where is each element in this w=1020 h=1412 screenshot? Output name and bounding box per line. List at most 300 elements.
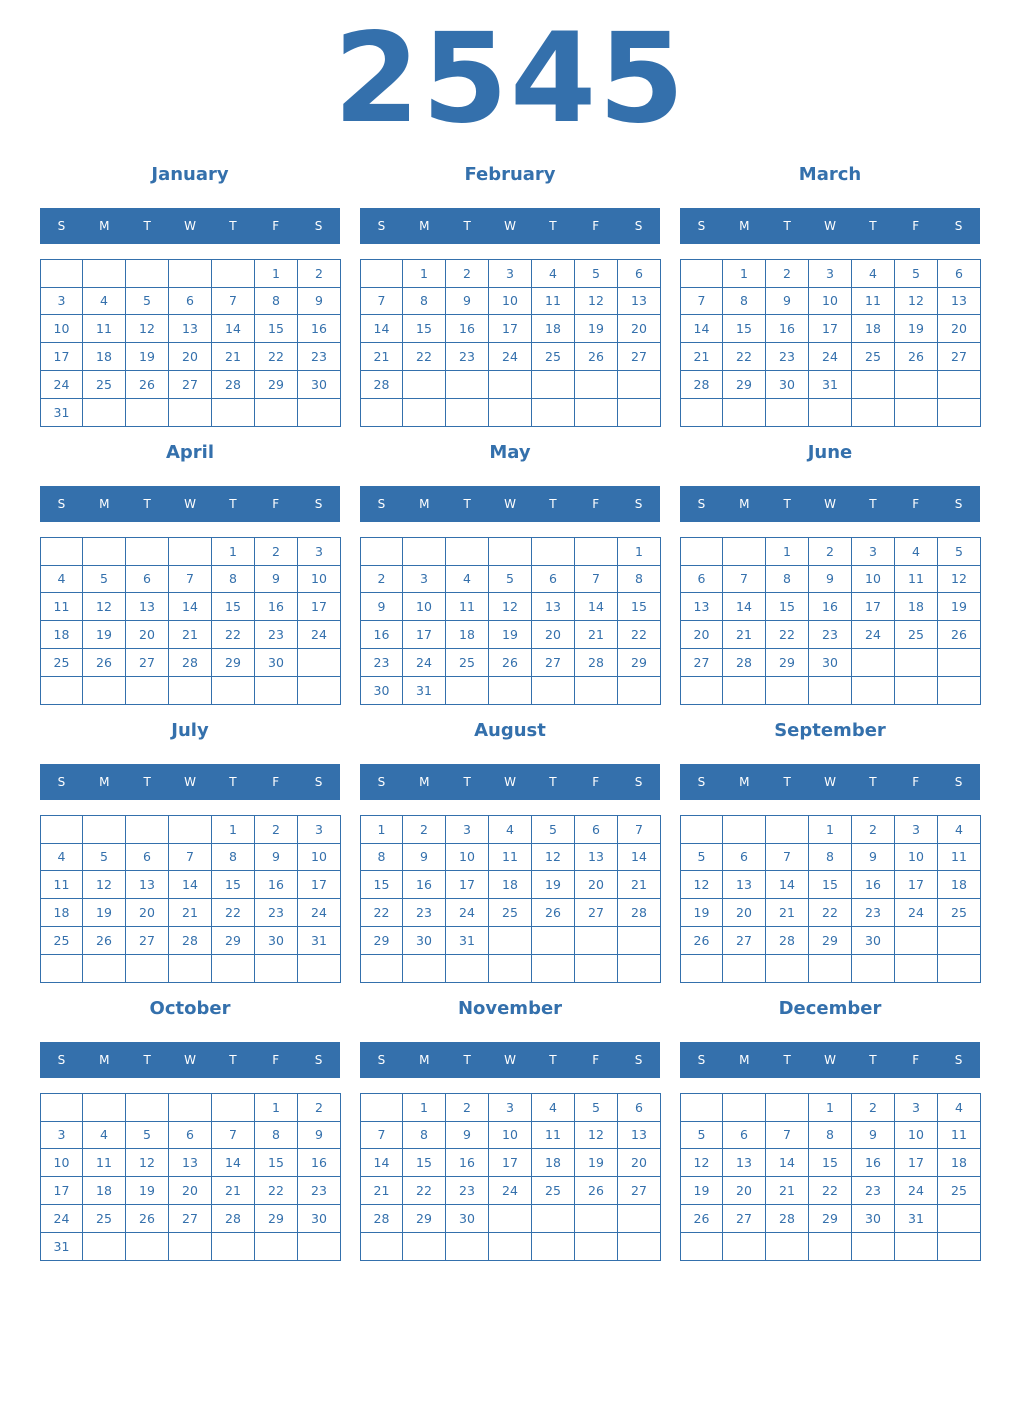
day-cell: 11 — [852, 287, 895, 315]
day-cell: 9 — [446, 1121, 489, 1149]
day-cell: 10 — [489, 1121, 532, 1149]
empty-cell — [489, 537, 532, 566]
day-cell: 13 — [575, 843, 618, 871]
day-cell: 24 — [895, 899, 938, 927]
day-cell: 8 — [766, 565, 809, 593]
day-cell: 20 — [169, 343, 212, 371]
day-cell: 6 — [169, 287, 212, 315]
empty-cell — [532, 537, 575, 566]
day-cell: 20 — [126, 899, 169, 927]
empty-cell — [212, 399, 255, 427]
day-cell: 31 — [403, 677, 446, 705]
day-cell: 2 — [360, 565, 403, 593]
empty-cell — [809, 677, 852, 705]
weekday-label: M — [99, 219, 110, 233]
day-cell: 11 — [532, 1121, 575, 1149]
empty-cell — [618, 955, 661, 983]
day-cell: 18 — [40, 899, 83, 927]
day-cell: 8 — [212, 843, 255, 871]
day-cell: 7 — [766, 1121, 809, 1149]
day-cell: 4 — [938, 815, 981, 844]
day-cell: 14 — [766, 871, 809, 899]
day-grid — [680, 1093, 981, 1262]
empty-cell — [680, 537, 723, 566]
day-cell: 21 — [766, 1177, 809, 1205]
day-cell: 24 — [403, 649, 446, 677]
empty-cell — [575, 1233, 618, 1261]
empty-cell — [403, 537, 446, 566]
day-cell: 24 — [40, 371, 83, 399]
empty-cell — [126, 1093, 169, 1122]
day-cell: 21 — [723, 621, 766, 649]
empty-cell — [895, 649, 938, 677]
day-cell: 5 — [680, 1121, 723, 1149]
day-cell: 18 — [895, 593, 938, 621]
day-cell: 27 — [723, 1205, 766, 1233]
weekday-header — [40, 764, 340, 800]
day-grid — [680, 537, 981, 706]
day-cell: 21 — [360, 1177, 403, 1205]
weekday-label: T — [783, 775, 791, 789]
day-grid — [360, 259, 661, 428]
empty-cell — [126, 955, 169, 983]
weekday-label: W — [184, 497, 196, 511]
day-cell: 4 — [40, 565, 83, 593]
empty-cell — [83, 1233, 126, 1261]
day-cell: 20 — [575, 871, 618, 899]
weekday-label: T — [869, 497, 877, 511]
day-grid — [40, 537, 341, 706]
weekday-label: S — [57, 219, 66, 233]
day-cell: 9 — [403, 843, 446, 871]
day-grid — [40, 259, 341, 428]
day-cell: 3 — [895, 1093, 938, 1122]
empty-cell — [360, 399, 403, 427]
day-cell: 28 — [766, 927, 809, 955]
weekday-label: F — [912, 497, 920, 511]
empty-cell — [723, 955, 766, 983]
day-cell: 16 — [766, 315, 809, 343]
day-cell: 9 — [766, 287, 809, 315]
day-cell: 25 — [938, 899, 981, 927]
day-cell: 30 — [255, 649, 298, 677]
day-cell: 27 — [532, 649, 575, 677]
day-cell: 10 — [298, 565, 341, 593]
empty-cell — [895, 927, 938, 955]
day-cell: 1 — [723, 259, 766, 288]
day-cell: 15 — [403, 315, 446, 343]
day-cell: 14 — [766, 1149, 809, 1177]
day-cell: 8 — [403, 1121, 446, 1149]
day-cell: 17 — [809, 315, 852, 343]
day-cell: 12 — [126, 1149, 169, 1177]
day-cell: 3 — [298, 815, 341, 844]
day-cell: 21 — [575, 621, 618, 649]
empty-cell — [852, 1233, 895, 1261]
empty-cell — [489, 371, 532, 399]
day-cell: 5 — [575, 259, 618, 288]
weekday-label: S — [634, 219, 643, 233]
weekday-label: W — [184, 775, 196, 789]
day-cell: 7 — [680, 287, 723, 315]
day-cell: 10 — [489, 287, 532, 315]
day-cell: 25 — [40, 649, 83, 677]
empty-cell — [40, 1093, 83, 1122]
empty-cell — [360, 259, 403, 288]
empty-cell — [766, 399, 809, 427]
day-cell: 8 — [255, 287, 298, 315]
weekday-label: M — [419, 497, 430, 511]
empty-cell — [83, 955, 126, 983]
day-cell: 14 — [360, 1149, 403, 1177]
empty-cell — [618, 1233, 661, 1261]
day-cell: 18 — [938, 871, 981, 899]
day-cell: 5 — [126, 1121, 169, 1149]
day-cell: 8 — [360, 843, 403, 871]
weekday-label: F — [912, 1053, 920, 1067]
day-cell: 27 — [575, 899, 618, 927]
day-cell: 22 — [360, 899, 403, 927]
day-cell: 31 — [809, 371, 852, 399]
day-cell: 17 — [489, 315, 532, 343]
month-name: November — [457, 998, 563, 1019]
day-cell: 16 — [298, 315, 341, 343]
day-cell: 17 — [298, 593, 341, 621]
day-cell: 14 — [212, 315, 255, 343]
day-cell: 5 — [680, 843, 723, 871]
empty-cell — [532, 1205, 575, 1233]
empty-cell — [83, 537, 126, 566]
day-cell: 13 — [169, 1149, 212, 1177]
day-cell: 19 — [532, 871, 575, 899]
empty-cell — [169, 677, 212, 705]
weekday-label: T — [869, 219, 877, 233]
day-cell: 23 — [766, 343, 809, 371]
year-title: 2545 — [333, 7, 687, 151]
day-cell: 19 — [126, 1177, 169, 1205]
day-cell: 13 — [680, 593, 723, 621]
day-cell: 10 — [895, 843, 938, 871]
day-cell: 22 — [766, 621, 809, 649]
weekday-label: T — [229, 1053, 237, 1067]
empty-cell — [532, 927, 575, 955]
day-cell: 6 — [575, 815, 618, 844]
weekday-label: W — [504, 497, 516, 511]
empty-cell — [255, 677, 298, 705]
empty-cell — [298, 1233, 341, 1261]
day-cell: 20 — [126, 621, 169, 649]
empty-cell — [680, 399, 723, 427]
day-cell: 2 — [852, 1093, 895, 1122]
day-cell: 4 — [895, 537, 938, 566]
day-cell: 8 — [809, 1121, 852, 1149]
day-cell: 17 — [852, 593, 895, 621]
day-cell: 18 — [83, 1177, 126, 1205]
day-cell: 22 — [403, 343, 446, 371]
empty-cell — [852, 371, 895, 399]
day-cell: 25 — [938, 1177, 981, 1205]
day-cell: 22 — [255, 343, 298, 371]
day-cell: 28 — [212, 371, 255, 399]
day-cell: 23 — [852, 1177, 895, 1205]
day-cell: 5 — [575, 1093, 618, 1122]
weekday-label: T — [783, 219, 791, 233]
day-cell: 20 — [618, 1149, 661, 1177]
day-cell: 30 — [298, 371, 341, 399]
weekday-label: S — [377, 497, 386, 511]
day-cell: 8 — [809, 843, 852, 871]
day-cell: 8 — [723, 287, 766, 315]
empty-cell — [895, 399, 938, 427]
weekday-label: W — [824, 775, 836, 789]
empty-cell — [575, 677, 618, 705]
month-name: January — [151, 164, 229, 185]
day-cell: 29 — [212, 927, 255, 955]
day-cell: 22 — [403, 1177, 446, 1205]
empty-cell — [852, 649, 895, 677]
day-cell: 19 — [83, 899, 126, 927]
day-cell: 31 — [298, 927, 341, 955]
day-cell: 9 — [255, 843, 298, 871]
day-cell: 4 — [938, 1093, 981, 1122]
empty-cell — [360, 1093, 403, 1122]
day-cell: 1 — [212, 537, 255, 566]
day-cell: 5 — [126, 287, 169, 315]
weekday-label: M — [419, 1053, 430, 1067]
empty-cell — [126, 677, 169, 705]
day-cell: 4 — [446, 565, 489, 593]
day-cell: 30 — [446, 1205, 489, 1233]
weekday-header — [680, 208, 980, 244]
day-cell: 9 — [852, 843, 895, 871]
day-cell: 12 — [938, 565, 981, 593]
day-cell: 25 — [852, 343, 895, 371]
empty-cell — [83, 259, 126, 288]
day-cell: 11 — [938, 1121, 981, 1149]
day-cell: 29 — [809, 927, 852, 955]
weekday-label: T — [783, 1053, 791, 1067]
empty-cell — [618, 371, 661, 399]
day-cell: 4 — [83, 1121, 126, 1149]
day-cell: 26 — [489, 649, 532, 677]
weekday-label: T — [229, 775, 237, 789]
day-cell: 9 — [446, 287, 489, 315]
day-cell: 24 — [446, 899, 489, 927]
day-cell: 25 — [532, 343, 575, 371]
day-cell: 3 — [809, 259, 852, 288]
day-cell: 3 — [298, 537, 341, 566]
day-cell: 3 — [489, 1093, 532, 1122]
day-cell: 1 — [618, 537, 661, 566]
day-cell: 4 — [489, 815, 532, 844]
day-cell: 22 — [618, 621, 661, 649]
empty-cell — [403, 955, 446, 983]
weekday-label: W — [504, 219, 516, 233]
weekday-label: S — [954, 775, 963, 789]
weekday-label: F — [592, 775, 600, 789]
month-name: December — [778, 998, 882, 1019]
weekday-label: T — [143, 775, 151, 789]
day-cell: 7 — [212, 287, 255, 315]
empty-cell — [298, 955, 341, 983]
weekday-header — [680, 1042, 980, 1078]
day-cell: 5 — [532, 815, 575, 844]
empty-cell — [723, 1093, 766, 1122]
weekday-label: F — [592, 219, 600, 233]
empty-cell — [895, 955, 938, 983]
day-cell: 21 — [212, 343, 255, 371]
day-cell: 2 — [766, 259, 809, 288]
empty-cell — [680, 677, 723, 705]
weekday-label: M — [99, 775, 110, 789]
day-cell: 19 — [126, 343, 169, 371]
day-cell: 4 — [532, 1093, 575, 1122]
day-cell: 14 — [680, 315, 723, 343]
day-cell: 26 — [83, 649, 126, 677]
day-cell: 31 — [40, 399, 83, 427]
empty-cell — [895, 1233, 938, 1261]
day-grid — [680, 259, 981, 428]
day-cell: 9 — [360, 593, 403, 621]
empty-cell — [126, 537, 169, 566]
day-cell: 19 — [938, 593, 981, 621]
empty-cell — [532, 677, 575, 705]
empty-cell — [532, 399, 575, 427]
weekday-label: M — [99, 1053, 110, 1067]
day-cell: 13 — [532, 593, 575, 621]
day-cell: 30 — [298, 1205, 341, 1233]
empty-cell — [360, 955, 403, 983]
day-cell: 16 — [403, 871, 446, 899]
day-cell: 14 — [212, 1149, 255, 1177]
empty-cell — [489, 399, 532, 427]
weekday-label: S — [377, 219, 386, 233]
day-cell: 18 — [852, 315, 895, 343]
day-cell: 3 — [446, 815, 489, 844]
day-cell: 27 — [618, 1177, 661, 1205]
day-cell: 29 — [255, 371, 298, 399]
empty-cell — [446, 1233, 489, 1261]
day-cell: 19 — [489, 621, 532, 649]
day-cell: 12 — [575, 287, 618, 315]
day-cell: 23 — [298, 343, 341, 371]
day-cell: 9 — [298, 1121, 341, 1149]
day-cell: 16 — [360, 621, 403, 649]
weekday-label: W — [824, 497, 836, 511]
empty-cell — [446, 399, 489, 427]
weekday-label: M — [739, 219, 750, 233]
day-cell: 23 — [255, 621, 298, 649]
day-cell: 26 — [680, 1205, 723, 1233]
weekday-label: S — [697, 775, 706, 789]
empty-cell — [938, 1205, 981, 1233]
empty-cell — [938, 677, 981, 705]
empty-cell — [169, 1233, 212, 1261]
empty-cell — [575, 537, 618, 566]
empty-cell — [938, 927, 981, 955]
day-cell: 18 — [446, 621, 489, 649]
day-cell: 15 — [766, 593, 809, 621]
day-cell: 28 — [360, 371, 403, 399]
day-cell: 13 — [618, 1121, 661, 1149]
empty-cell — [446, 677, 489, 705]
empty-cell — [489, 927, 532, 955]
month-name: May — [489, 442, 531, 463]
day-cell: 10 — [809, 287, 852, 315]
weekday-label: S — [697, 497, 706, 511]
day-cell: 22 — [723, 343, 766, 371]
day-cell: 18 — [938, 1149, 981, 1177]
empty-cell — [938, 649, 981, 677]
day-cell: 15 — [212, 593, 255, 621]
empty-cell — [766, 815, 809, 844]
day-cell: 20 — [169, 1177, 212, 1205]
day-grid — [40, 815, 341, 984]
weekday-label: S — [314, 219, 323, 233]
day-cell: 2 — [255, 815, 298, 844]
weekday-label: F — [592, 497, 600, 511]
day-cell: 2 — [446, 259, 489, 288]
day-cell: 6 — [723, 1121, 766, 1149]
day-cell: 1 — [212, 815, 255, 844]
day-cell: 11 — [83, 315, 126, 343]
weekday-label: T — [549, 1053, 557, 1067]
day-cell: 13 — [723, 871, 766, 899]
day-cell: 17 — [40, 343, 83, 371]
day-cell: 12 — [126, 315, 169, 343]
day-cell: 13 — [126, 871, 169, 899]
day-cell: 20 — [532, 621, 575, 649]
weekday-label: F — [592, 1053, 600, 1067]
day-cell: 11 — [489, 843, 532, 871]
empty-cell — [298, 649, 341, 677]
day-cell: 19 — [895, 315, 938, 343]
month-name: June — [807, 442, 853, 463]
day-cell: 26 — [126, 371, 169, 399]
empty-cell — [212, 677, 255, 705]
day-cell: 12 — [489, 593, 532, 621]
day-cell: 14 — [618, 843, 661, 871]
empty-cell — [852, 955, 895, 983]
empty-cell — [895, 371, 938, 399]
weekday-header — [360, 1042, 660, 1078]
day-cell: 29 — [766, 649, 809, 677]
weekday-label: M — [739, 1053, 750, 1067]
weekday-label: T — [143, 497, 151, 511]
day-cell: 24 — [489, 343, 532, 371]
day-cell: 28 — [766, 1205, 809, 1233]
day-cell: 12 — [680, 1149, 723, 1177]
empty-cell — [40, 537, 83, 566]
day-cell: 23 — [298, 1177, 341, 1205]
empty-cell — [723, 537, 766, 566]
weekday-label: S — [57, 775, 66, 789]
day-cell: 12 — [680, 871, 723, 899]
weekday-label: T — [549, 775, 557, 789]
day-cell: 20 — [723, 899, 766, 927]
empty-cell — [618, 677, 661, 705]
day-cell: 28 — [618, 899, 661, 927]
weekday-header — [360, 486, 660, 522]
day-cell: 22 — [212, 621, 255, 649]
day-cell: 26 — [575, 1177, 618, 1205]
day-cell: 3 — [489, 259, 532, 288]
empty-cell — [575, 955, 618, 983]
empty-cell — [618, 1205, 661, 1233]
empty-cell — [446, 537, 489, 566]
day-cell: 24 — [895, 1177, 938, 1205]
day-cell: 29 — [809, 1205, 852, 1233]
